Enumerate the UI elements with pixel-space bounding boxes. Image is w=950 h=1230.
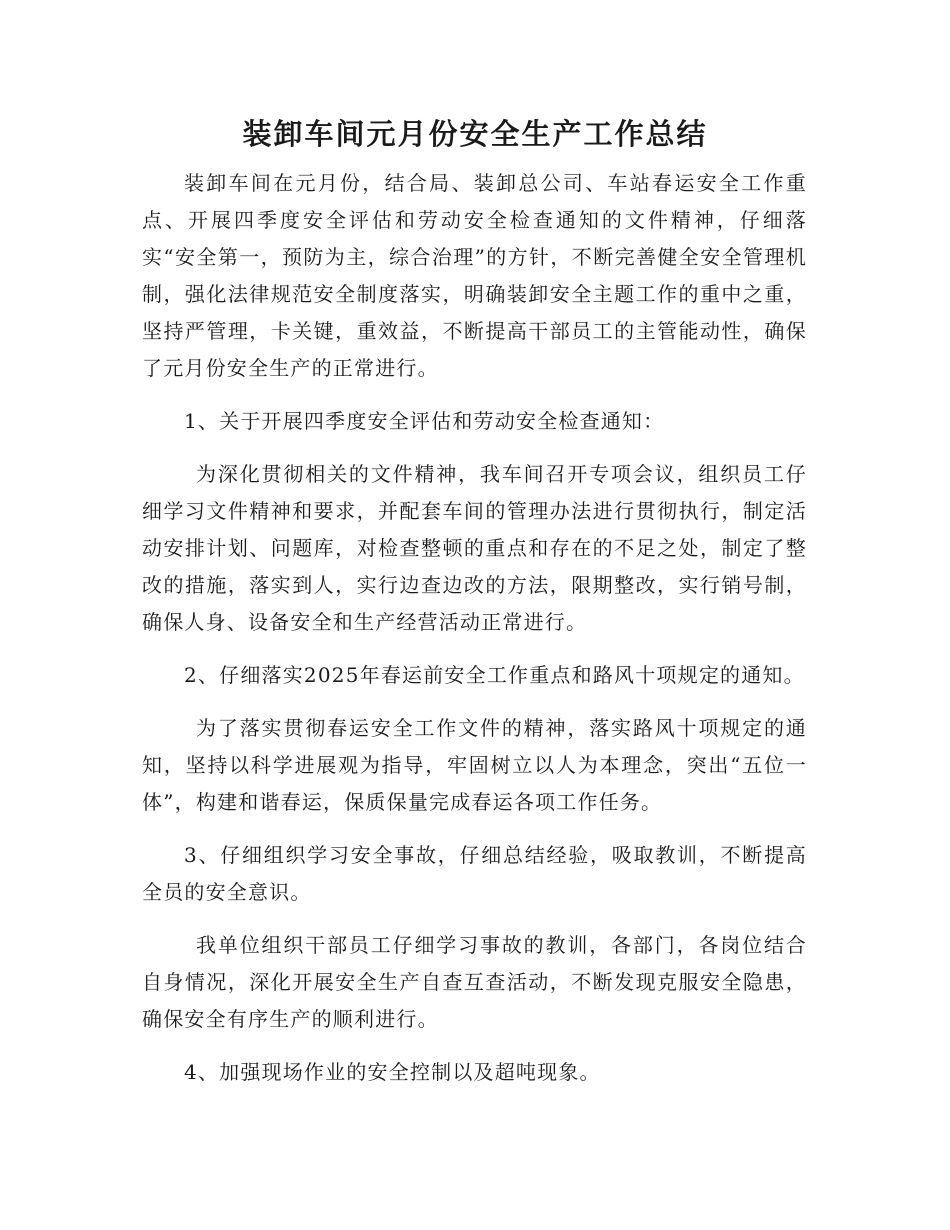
paragraph-gap [142,387,807,403]
section-1-body: 为深化贯彻相关的文件精神，我车间召开专项会议，组织员工仔细学习文件精神和要求，并配套车间的管理办法进行贯彻执行，制定活动安排计划、问题库，对检查整顿的重点和存在的不足之处，制定了整改的措施，落实到人，实行边查边改的方法，限期整改，实行销号制，确保人身、设备安全和生产经营活动正常进行。 [142,462,807,634]
section-3-body: 我单位组织干部员工仔细学习事故的教训，各部门，各岗位结合自身情况，深化开展安全生产自查互查活动，不断发现克服安全隐患，确保安全有序生产的顺利进行。 [142,933,807,1031]
section-4-heading: 4、加强现场作业的安全控制以及超吨现象。 [184,1060,601,1084]
section-1-heading: 1、关于开展四季度安全评估和劳动安全检查通知： [184,409,665,433]
section-2-body: 为了落实贯彻春运安全工作文件的精神，落实路风十项规定的通知，坚持以科学进展观为指导，牢固树立以人为本理念，突出“五位一体”，构建和谐春运，保质保量完成春运各项工作任务。 [142,716,807,814]
paragraph-gap [142,440,807,456]
paragraph-gap [142,694,807,710]
intro-paragraph: 装卸车间在元月份，结合局、装卸总公司、车站春运安全工作重点、开展四季度安全评估和劳动安全检查通知的文件精神，仔细落实“安全第一，预防为主，综合治理”的方针，不断完善健全安全管理机制，强化法律规范安全制度落实，明确装卸安全主题工作的重中之重，坚持严管理，卡关键，重效益，不断提高干部员工的主管能动性，确保了元月份安全生产的正常进行。 [142,171,807,380]
paragraph-gap [142,821,807,837]
paragraph-gap [142,1038,807,1054]
paragraph-gap [142,641,807,657]
paragraph-gap [142,911,807,927]
document-body [142,165,807,1091]
section-2-heading: 2、仔细落实2025年春运前安全工作重点和路风十项规定的通知。 [184,663,805,687]
section-3-heading: 3、仔细组织学习安全事故，仔细总结经验，吸取教训，不断提高全员的安全意识。 [142,843,807,904]
document-title: 装卸车间元月份安全生产工作总结 [242,117,708,151]
